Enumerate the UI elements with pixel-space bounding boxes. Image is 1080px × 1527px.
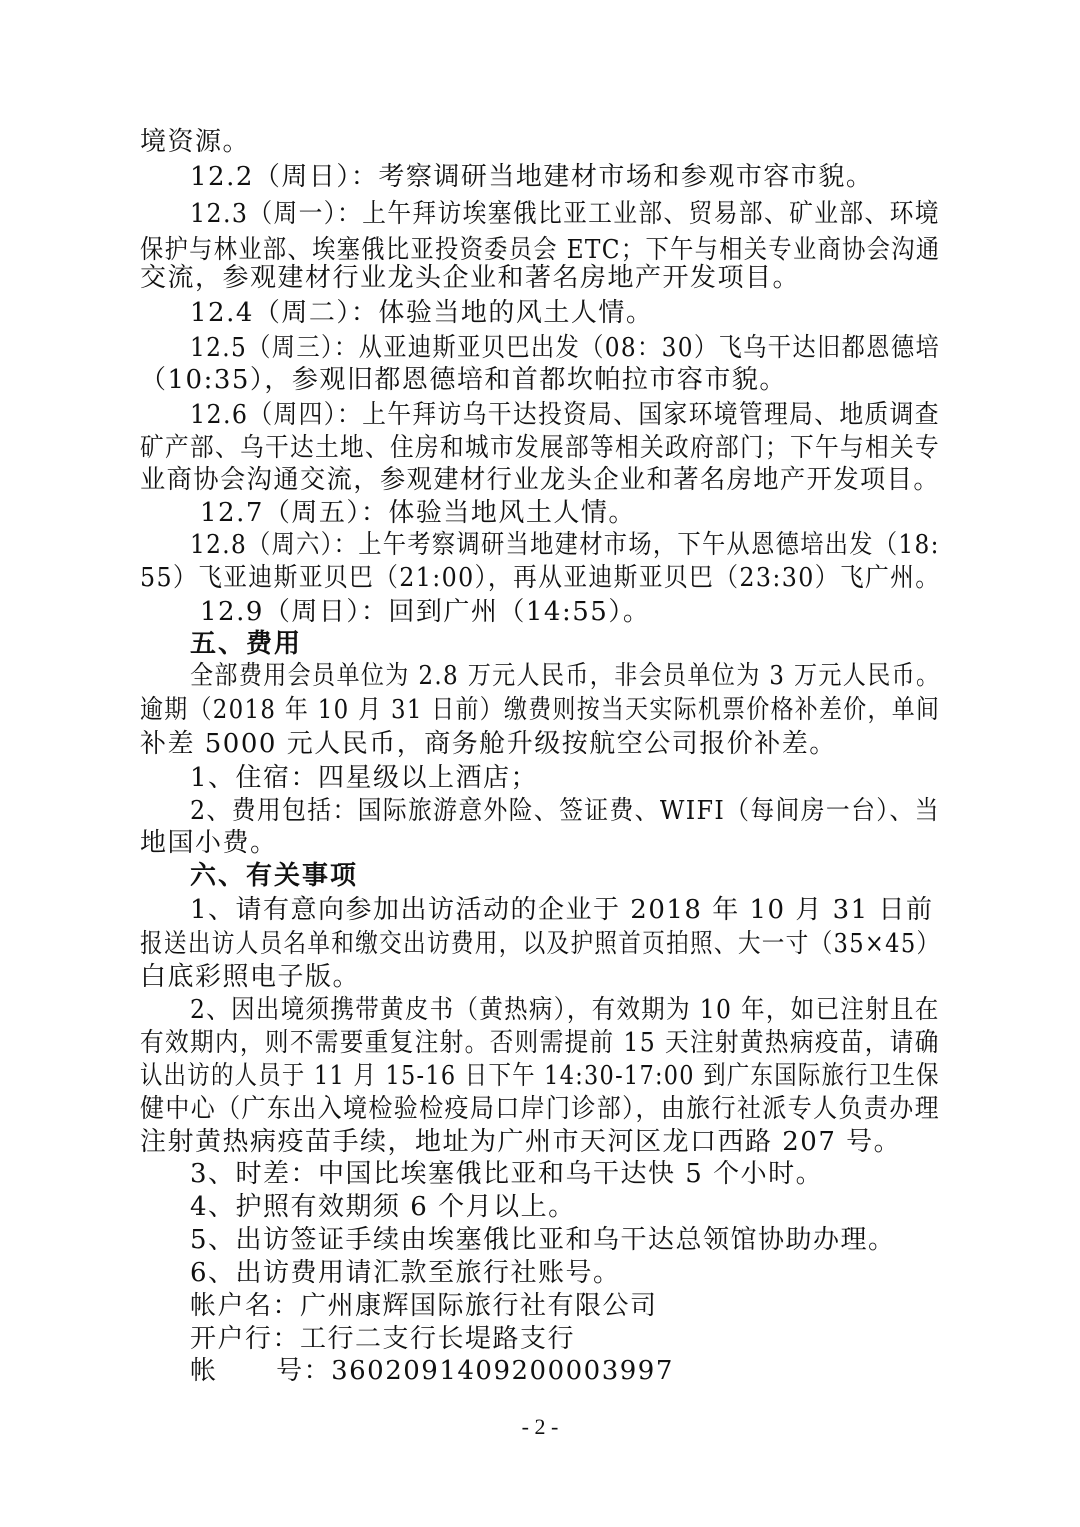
text-line: 12.9（周日）：回到广州（14:55）。 <box>200 597 651 627</box>
account-name-line: 帐户名：广州康辉国际旅行社有限公司 <box>190 1291 658 1321</box>
text-line: 境资源。 <box>140 127 251 157</box>
text-line: 地国小费。 <box>140 828 278 858</box>
text-line: 12.8（周六）：上午考察调研当地建材市场，下午从恩德培出发（18: <box>190 530 940 560</box>
text-line: 2、因出境须携带黄皮书（黄热病），有效期为 10 年，如已注射且在 <box>190 995 940 1025</box>
text-line: 逾期（2018 年 10 月 31 日前）缴费则按当天实际机票价格补差价，单间 <box>140 695 941 725</box>
text-line: 12.4（周二）：体验当地的风土人情。 <box>190 298 654 328</box>
text-line: 12.6（周四）：上午拜访乌干达投资局、国家环境管理局、地质调查 <box>190 400 940 430</box>
text-line: 12.3（周一）：上午拜访埃塞俄比亚工业部、贸易部、矿业部、环境 <box>190 199 940 229</box>
text-line: 保护与林业部、埃塞俄比亚投资委员会 ETC；下午与相关专业商协会沟通 <box>140 235 941 265</box>
text-line: 6、出访费用请汇款至旅行社账号。 <box>190 1258 621 1288</box>
text-line: 认出访的人员于 11 月 15-16 日下午 14:30-17:00 到广东国际旅行卫生保 <box>140 1061 940 1091</box>
text-line: 全部费用会员单位为 2.8 万元人民币，非会员单位为 3 万元人民币。 <box>190 661 941 691</box>
text-line: 55）飞亚迪斯亚贝巴（21:00），再从亚迪斯亚贝巴（23:30）飞广州。 <box>140 563 941 593</box>
text-line: 5、出访签证手续由埃塞俄比亚和乌干达总领馆协助办理。 <box>190 1225 896 1255</box>
text-line: 1、请有意向参加出访活动的企业于 2018 年 10 月 31 日前 <box>190 895 934 925</box>
text-line: 报送出访人员名单和缴交出访费用，以及护照首页拍照、大一寸（35×45） <box>140 929 941 959</box>
text-line: 健中心（广东出入境检验检疫局口岸门诊部），由旅行社派专人负责办理 <box>140 1094 940 1124</box>
account-number-line: 帐 号：3602091409200003997 <box>190 1356 674 1386</box>
text-line: 12.5（周三）：从亚迪斯亚贝巴出发（08：30）飞乌干达旧都恩德培 <box>190 333 941 363</box>
text-line: 2、费用包括：国际旅游意外险、签证费、WIFI（每间房一台）、当 <box>190 796 940 826</box>
bank-branch-line: 开户行：工行二支行长堤路支行 <box>190 1324 576 1354</box>
text-line: 交流，参观建材行业龙头企业和著名房地产开发项目。 <box>140 263 801 293</box>
text-line: 有效期内，则不需要重复注射。否则需提前 15 天注射黄热病疫苗，请确 <box>140 1028 940 1058</box>
text-line: 12.7（周五）：体验当地风土人情。 <box>200 498 636 528</box>
section-heading-matters: 六、有关事项 <box>190 861 359 891</box>
text-line: 1、住宿：四星级以上酒店； <box>190 763 539 793</box>
text-line: 业商协会沟通交流，参观建材行业龙头企业和著名房地产开发项目。 <box>140 465 941 495</box>
text-line: （10:35），参观旧都恩德培和首都坎帕拉市容市貌。 <box>140 365 787 395</box>
section-heading-fees: 五、费用 <box>190 629 303 659</box>
text-line: 4、护照有效期须 6 个月以上。 <box>190 1192 576 1222</box>
page-number: - 2 - <box>521 1414 559 1439</box>
text-line: 白底彩照电子版。 <box>140 962 361 992</box>
text-line: 12.2（周日）：考察调研当地建材市场和参观市容市貌。 <box>190 162 874 192</box>
text-line: 补差 5000 元人民币，商务舱升级按航空公司报价补差。 <box>140 729 837 759</box>
text-line: 3、时差：中国比埃塞俄比亚和乌干达快 5 个小时。 <box>190 1159 824 1189</box>
text-line: 矿产部、乌干达土地、住房和城市发展部等相关政府部门；下午与相关专 <box>140 433 941 463</box>
text-line: 注射黄热病疫苗手续，地址为广州市天河区龙口西路 207 号。 <box>140 1127 902 1157</box>
